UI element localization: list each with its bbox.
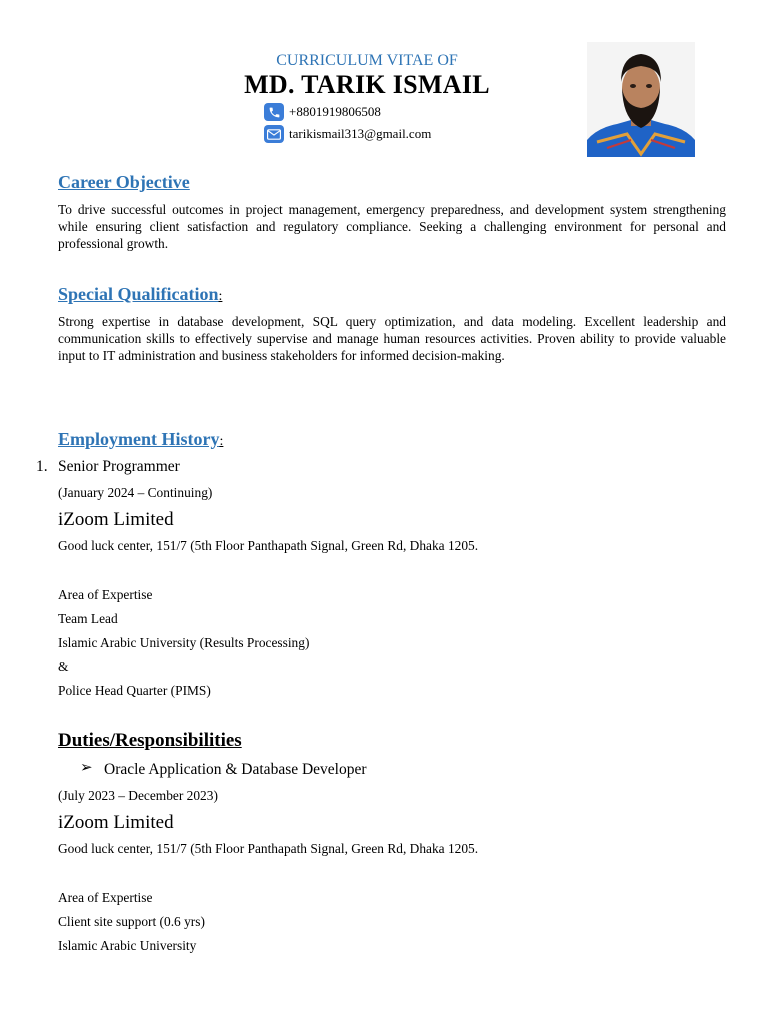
heading-colon: : <box>219 434 224 449</box>
employment-history-heading <box>58 428 223 453</box>
area-of-expertise-label: Area of Expertise <box>58 890 153 905</box>
duties-title: Duties/Responsibilities <box>58 730 242 751</box>
company-address: Good luck center, 151/7 (5th Floor Panthapath Signal, Green Rd, Dhaka 1205. <box>58 538 479 553</box>
expertise-item: & <box>58 659 69 674</box>
job-dates: (July 2023 – December 2023) <box>58 788 218 803</box>
special-qualification-title: Special Qualification <box>58 284 219 304</box>
phone-icon <box>264 103 284 121</box>
expertise-item: Police Head Quarter (PIMS) <box>58 683 211 698</box>
expertise-item: Islamic Arabic University (Results Processing) <box>58 635 310 650</box>
phone-contact <box>264 103 381 121</box>
job-number: 1. <box>36 458 48 475</box>
email-address[interactable]: tarikismail313@gmail.com <box>289 126 432 141</box>
company-name: iZoom Limited <box>58 812 174 833</box>
heading-colon: : <box>218 289 223 304</box>
employment-history-title: Employment History <box>58 429 220 449</box>
candidate-name: MD. TARIK ISMAIL <box>244 70 490 99</box>
expertise-item: Islamic Arabic University <box>58 938 197 953</box>
expertise-item: Client site support (0.6 yrs) <box>58 914 205 929</box>
cv-subtitle: CURRICULUM VITAE OF <box>276 52 458 69</box>
arrow-bullet-icon: ➢ <box>80 760 93 776</box>
special-qualification-text: Strong expertise in database development, SQL query optimization, and data modeling. Excellent leadership and communication skills to effectively supervise and manage human resources activities. Proven ability to provide valuable input to IT administration and business stakeholders for informed decision-making. <box>58 314 726 363</box>
profile-photo <box>587 42 695 157</box>
area-of-expertise-label: Area of Expertise <box>58 587 153 602</box>
phone-number: +8801919806508 <box>289 104 381 119</box>
expertise-item: Team Lead <box>58 611 118 626</box>
company-address: Good luck center, 151/7 (5th Floor Panthapath Signal, Green Rd, Dhaka 1205. <box>58 841 479 856</box>
job-dates: (January 2024 – Continuing) <box>58 485 213 500</box>
job-position: Senior Programmer <box>58 458 180 475</box>
email-icon <box>264 125 284 143</box>
career-objective-text: To drive successful outcomes in project management, emergency preparedness, and development system strengthening while ensuring client satisfaction and regulatory compliance. Seeking a challenging environment for personal and professional growth. <box>58 202 726 251</box>
career-objective-title: Career Objective <box>58 172 190 192</box>
job-position: Oracle Application & Database Developer <box>104 761 367 778</box>
email-contact <box>264 125 431 143</box>
company-name: iZoom Limited <box>58 509 174 530</box>
special-qualification-heading <box>58 283 222 308</box>
